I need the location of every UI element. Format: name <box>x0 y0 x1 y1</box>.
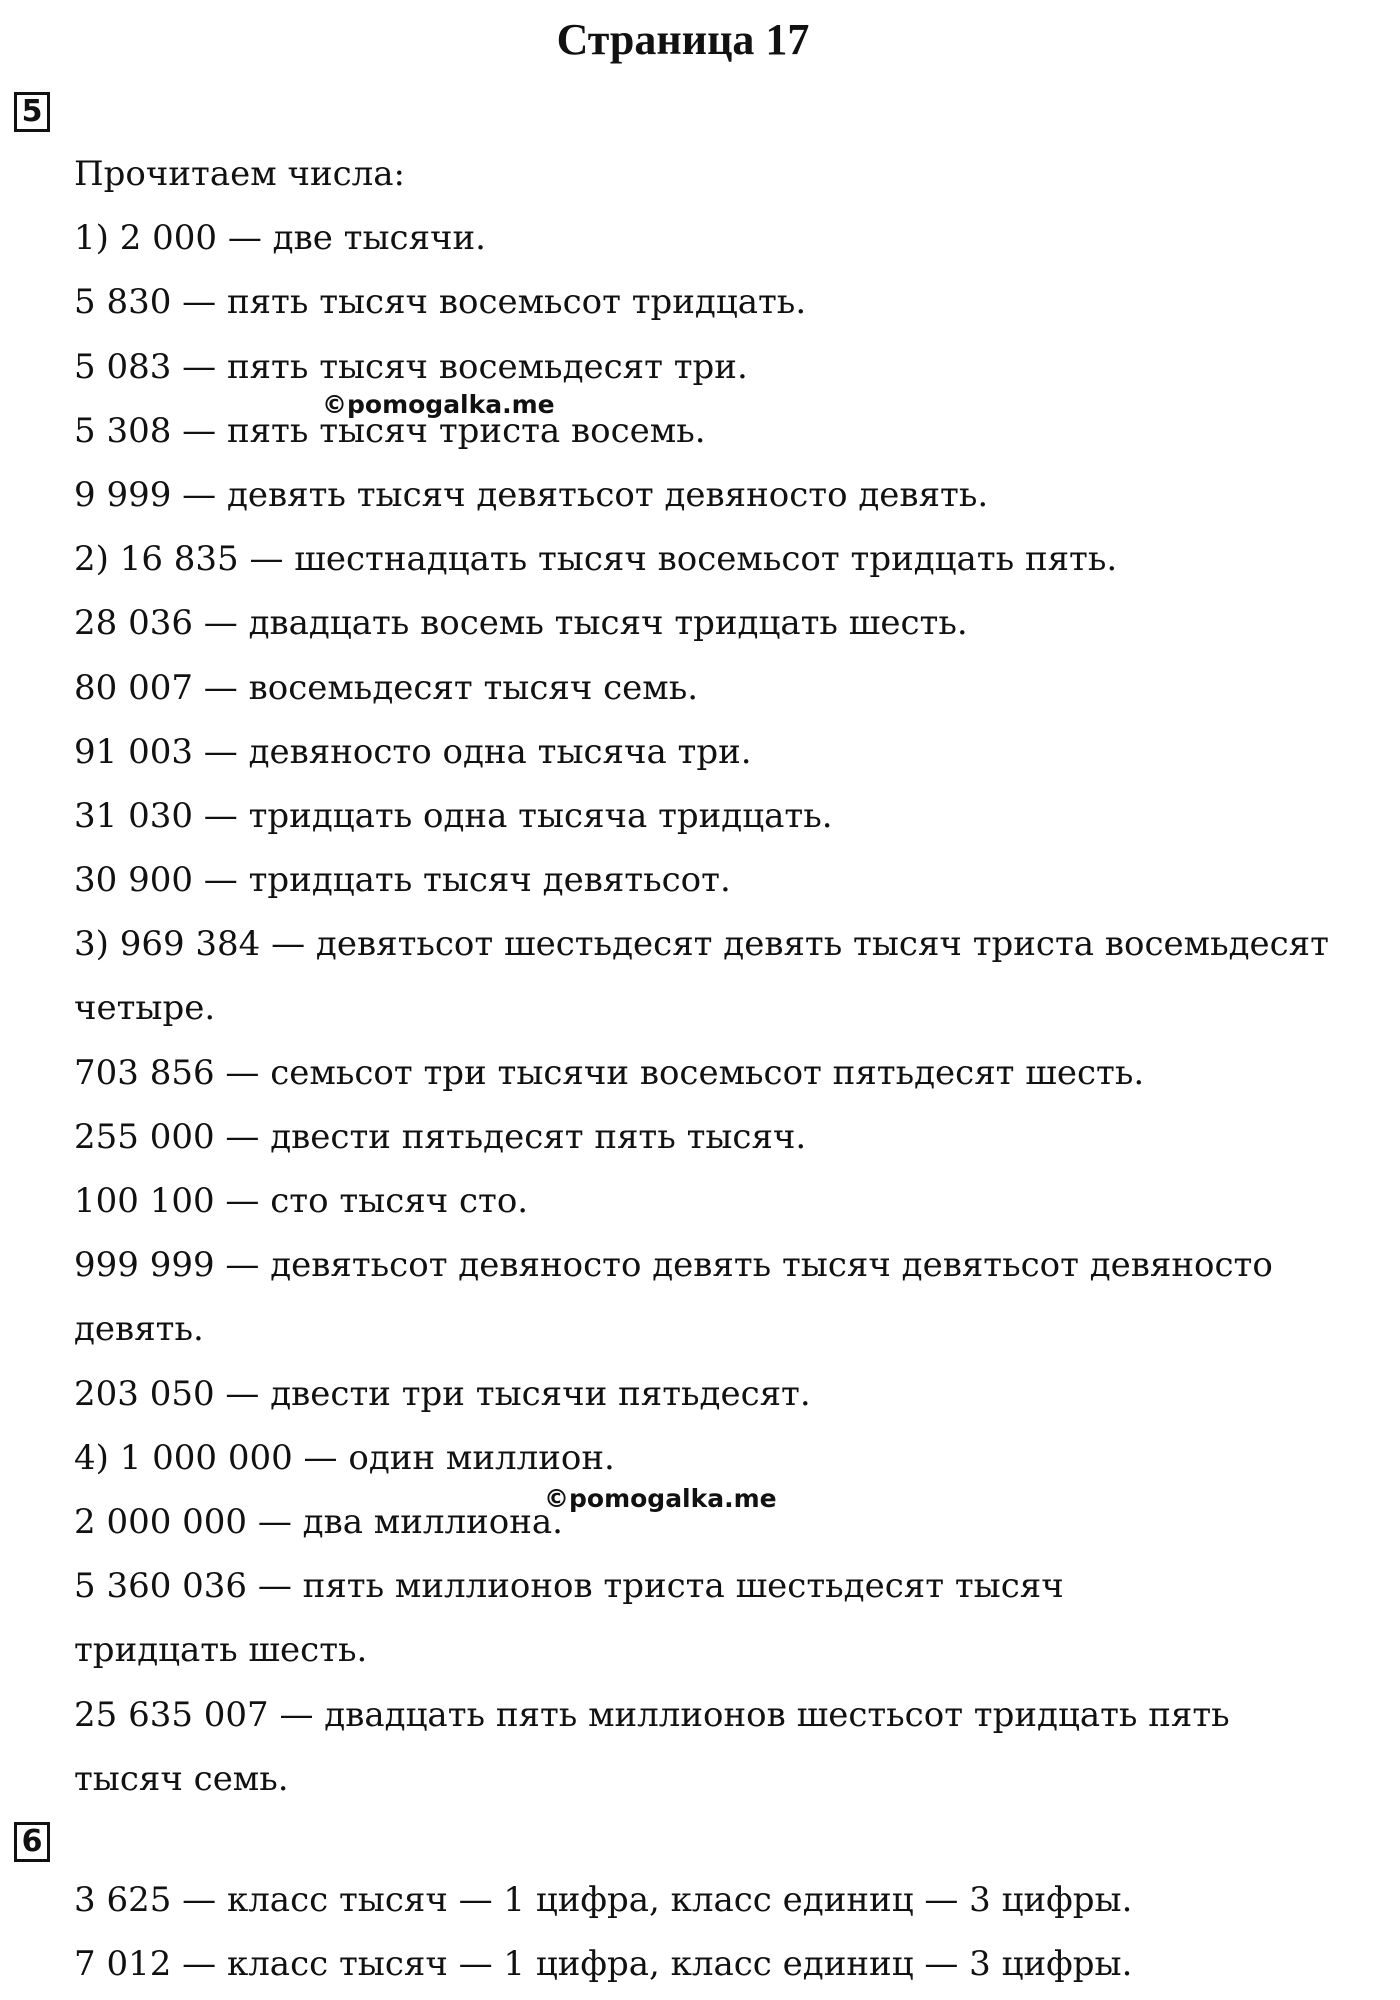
answer-line: 5 083 — пять тысяч восемьдесят три. <box>74 346 748 387</box>
answer-line: 255 000 — двести пятьдесят пять тысяч. <box>74 1116 807 1157</box>
answer-line: 25 635 007 — двадцать пять миллионов шестьсот тридцать пять <box>74 1694 1230 1735</box>
answer-line: 703 856 — семьсот три тысячи восемьсот пятьдесят шесть. <box>74 1052 1145 1093</box>
answer-line: 30 900 — тридцать тысяч девятьсот. <box>74 860 731 901</box>
answer-line: 91 003 — девяносто одна тысяча три. <box>74 731 752 772</box>
answer-line: четыре. <box>74 988 216 1029</box>
answer-line: 3 625 — класс тысяч — 1 цифра, класс единиц — 3 цифры. <box>74 1880 1133 1920</box>
answer-line: 5 360 036 — пять миллионов триста шестьдесят тысяч <box>74 1566 1064 1607</box>
watermark: ©pomogalka.me <box>322 390 555 419</box>
answer-line: 2 000 000 — два миллиона. <box>74 1501 563 1542</box>
answer-line: Прочитаем числа: <box>74 154 405 194</box>
answer-line: 203 050 — двести три тысячи пятьдесят. <box>74 1373 811 1414</box>
answer-line: 7 012 — класс тысяч — 1 цифра, класс единиц — 3 цифры. <box>74 1944 1133 1985</box>
answer-line: 9 999 — девять тысяч девятьсот девяносто девять. <box>74 474 989 515</box>
task-6-answer-list <box>74 1868 1364 1996</box>
answer-line: 100 100 — сто тысяч сто. <box>74 1181 529 1221</box>
page-title: Страница 17 <box>556 15 810 64</box>
task-5-answer-list <box>74 142 1364 1811</box>
task-number-6: 6 <box>14 1822 50 1862</box>
answer-line: девять. <box>74 1309 204 1350</box>
answer-line: 2) 16 835 — шестнадцать тысяч восемьсот тридцать пять. <box>74 539 1118 580</box>
answer-line: 3) 969 384 — девятьсот шестьдесят девять тысяч триста восемьдесят <box>74 924 1329 965</box>
answer-line: 28 036 — двадцать восемь тысяч тридцать шесть. <box>74 603 968 644</box>
task-number-5: 5 <box>14 92 50 132</box>
answer-line: 5 308 — пять тысяч триста восемь. <box>74 410 706 451</box>
answer-line: 4) 1 000 000 — один миллион. <box>74 1437 615 1478</box>
answer-line: 1) 2 000 — две тысячи. <box>74 218 486 259</box>
answer-line: 80 007 — восемьдесят тысяч семь. <box>74 667 699 708</box>
answer-line: 31 030 — тридцать одна тысяча тридцать. <box>74 795 833 836</box>
answer-line: тысяч семь. <box>74 1758 289 1799</box>
answer-line: тридцать шесть. <box>74 1630 368 1671</box>
watermark: ©pomogalka.me <box>544 1484 777 1513</box>
answer-line: 999 999 — девятьсот девяносто девять тысяч девятьсот девяносто <box>74 1245 1273 1286</box>
answer-line: 5 830 — пять тысяч восемьсот тридцать. <box>74 282 807 323</box>
